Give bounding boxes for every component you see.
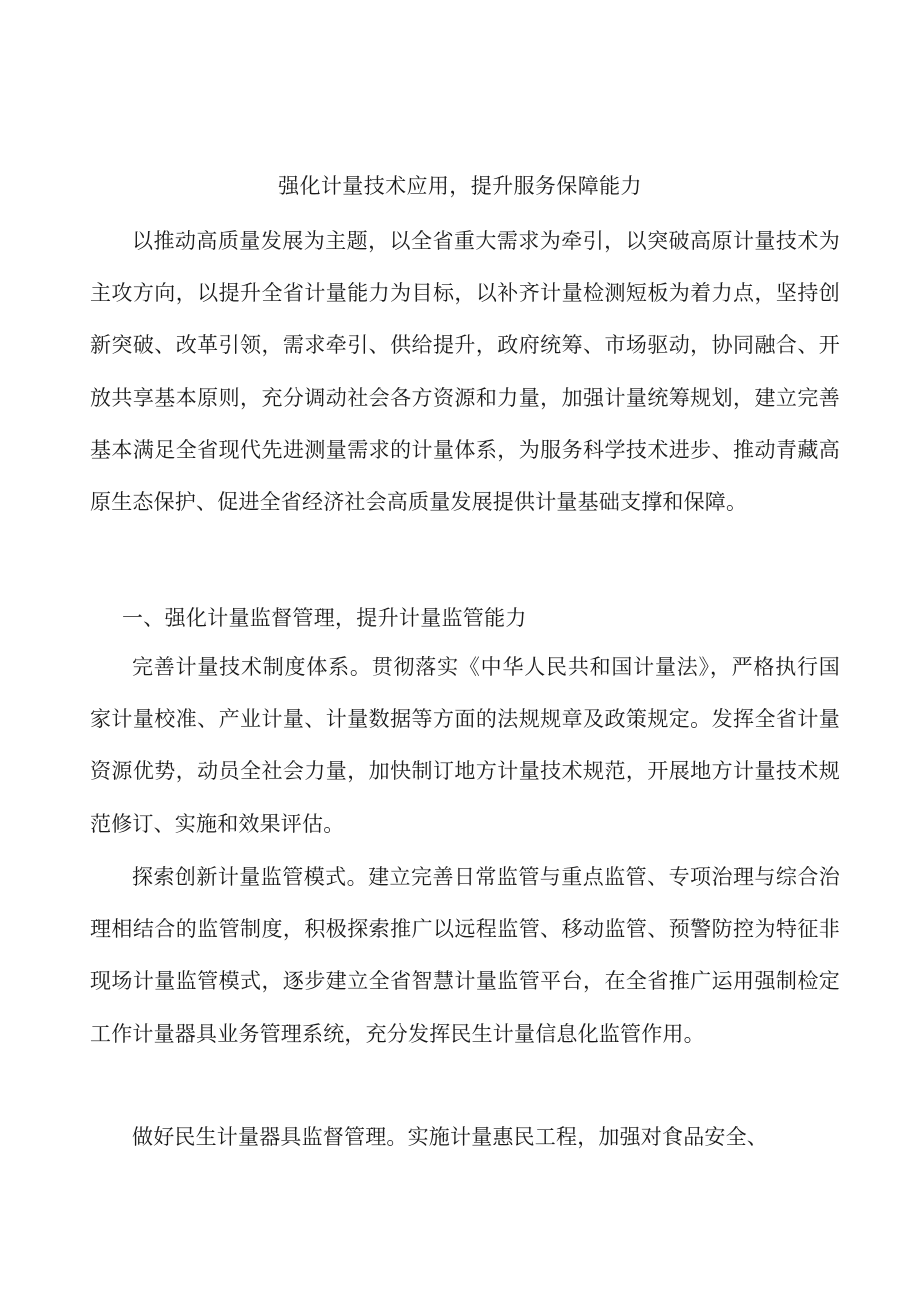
paragraph-lead: 探索创新计量监管模式。	[132, 865, 369, 889]
body-paragraph	[90, 641, 840, 850]
paragraph-body: 建立完善日常监管与重点监管、专项治理与综合治理相结合的监管制度，积极探索推广以远程监管、移动监管、预警防控为特征非现场计量监管模式，逐步建立全省智慧计量监管平台，在全省推广运用强制检定工作计量器具业务管理系统，充分发挥民生计量信息化监管作用。	[90, 865, 840, 1046]
section-heading: 一、强化计量监督管理，提升计量监管能力	[122, 606, 527, 630]
paragraph-body: 贯彻落实《中华人民共和国计量法》，严格执行国家计量校准、产业计量、计量数据等方面的法规规章及政策规定。发挥全省计量资源优势，动员全社会力量，加快制订地方计量技术规范，开展地方计量技术规范修订、实施和效果评估。	[90, 655, 840, 836]
intro-paragraph: 以推动高质量发展为主题，以全省重大需求为牵引，以突破高原计量技术为主攻方向，以提升全省计量能力为目标，以补齐计量检测短板为着力点，坚持创新突破、改革引领，需求牵引、供给提升，政府统筹、市场驱动，协同融合、开放共享基本原则，充分调动社会各方资源和力量，加强计量统筹规划，建立完善基本满足全省现代先进测量需求的计量体系，为服务科学技术进步、推动青藏高原生态保护、促进全省经济社会高质量发展提供计量基础支撑和保障。	[90, 229, 840, 515]
body-paragraph	[90, 851, 840, 1060]
paragraph-body: 实施计量惠民工程，加强对食品安全、	[407, 1125, 769, 1149]
document-title: 强化计量技术应用，提升服务保障能力	[278, 174, 642, 198]
paragraph-lead: 完善计量技术制度体系。	[132, 655, 372, 679]
body-paragraph	[90, 1111, 840, 1163]
paragraph-lead: 做好民生计量器具监督管理。	[132, 1125, 408, 1149]
